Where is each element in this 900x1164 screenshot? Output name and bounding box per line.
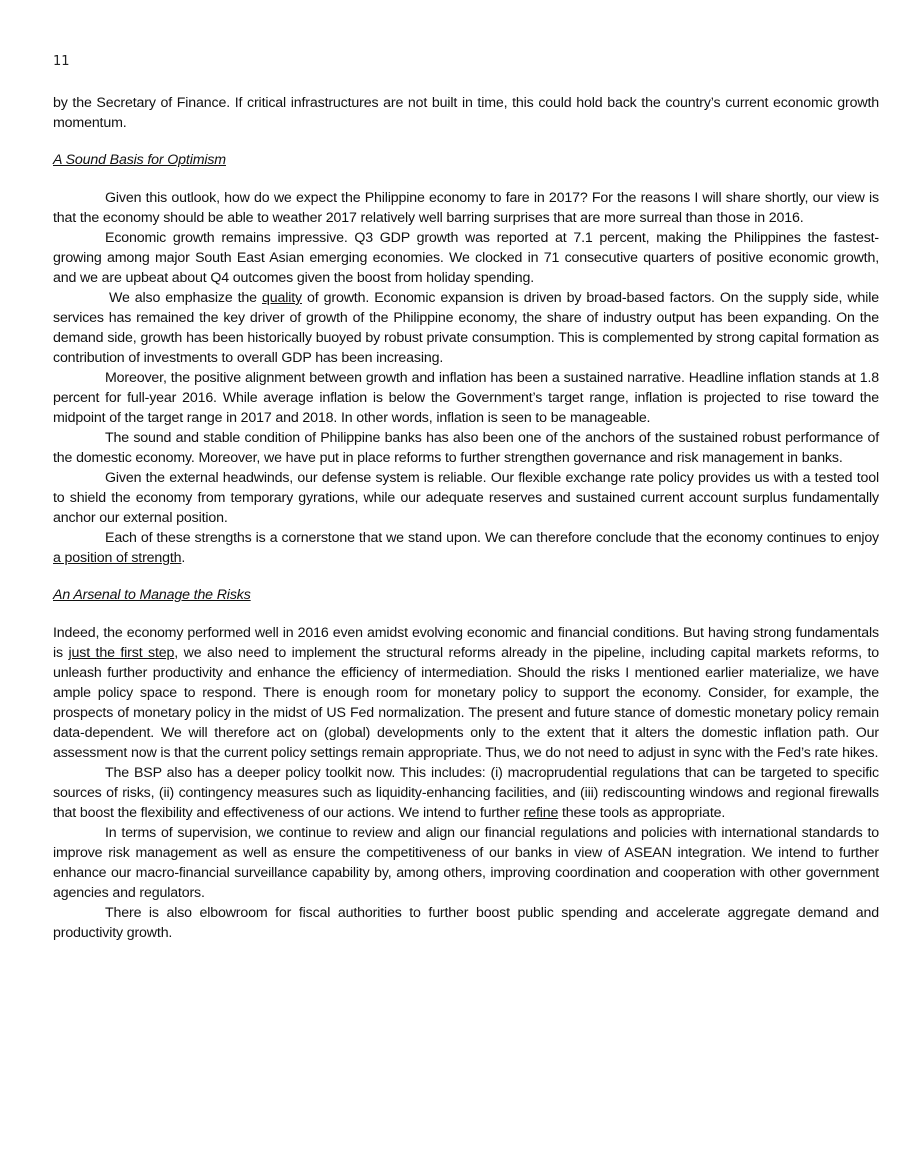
section-heading-arsenal: An Arsenal to Manage the Risks bbox=[53, 587, 251, 603]
paragraph bbox=[53, 623, 879, 763]
text-run: We also emphasize the bbox=[109, 290, 262, 306]
page-number: 11 bbox=[53, 54, 70, 69]
text-run: these tools as appropriate. bbox=[558, 805, 726, 821]
paragraph: There is also elbowroom for fiscal authorities to further boost public spending and accelerate aggregate demand and productivity growth. bbox=[53, 905, 879, 941]
paragraph: Moreover, the positive alignment between growth and inflation has been a sustained narrative. Headline inflation stands at 1.8 percent for full-year 2016. While average inflation is below the Government’s target range, inflation is projected to rise toward the midpoint of the target range in 2017 and 2018. In other words, inflation is seen to be manageable. bbox=[53, 370, 879, 426]
spacer bbox=[53, 605, 879, 623]
text-run: Indeed, the economy performed well in 2016 even amidst evolving economic and financial conditions. But having strong fundamentals is bbox=[53, 625, 879, 661]
page-body bbox=[53, 93, 879, 943]
spacer bbox=[53, 170, 879, 188]
intro-paragraph: by the Secretary of Finance. If critical infrastructures are not built in time, this could hold back the country’s current economic growth momentum. bbox=[53, 95, 879, 131]
text-run: Each of these strengths is a cornerstone that we stand upon. We can therefore conclude that the economy continues to enjoy bbox=[105, 530, 879, 546]
paragraph: Given this outlook, how do we expect the Philippine economy to fare in 2017? For the reasons I will share shortly, our view is that the economy should be able to weather 2017 relatively well barring surprises that are more surreal than those in 2016. bbox=[53, 190, 879, 226]
spacer bbox=[53, 133, 879, 150]
paragraph bbox=[53, 288, 879, 368]
paragraph: In terms of supervision, we continue to review and align our financial regulations and policies with international standards to improve risk management as well as ensure the competitiveness of our banks in view of ASEAN integration. We intend to further enhance our macro-financial surveillance capability by, among others, improving coordination and cooperation with other government agencies and regulators. bbox=[53, 825, 879, 901]
paragraph bbox=[53, 528, 879, 568]
underlined-text: refine bbox=[523, 805, 559, 821]
paragraph: Given the external headwinds, our defense system is reliable. Our flexible exchange rate policy provides us with a tested tool to shield the economy from temporary gyrations, while our adequate reserves and sustained current account surplus fundamentally anchor our external position. bbox=[53, 470, 879, 526]
text-run: of growth. Economic expansion is driven by broad-based factors. On the supply side, while services has remained the key driver of growth of the Philippine economy, the share of industry output has been expanding. On the demand side, growth has been historically buoyed by robust private consumption. This is complemented by strong capital formation as contribution of investments to overall GDP has been increasing. bbox=[53, 290, 879, 366]
text-run: , we also need to implement the structural reforms already in the pipeline, including capital markets reforms, to unleash further productivity and enhance the efficiency of intermediation. Should the risks I mentioned earlier materialize, we have ample policy space to respond. There is enough room for monetary policy to support the economy. Consider, for example, the prospects of monetary policy in the midst of US Fed normalization. The present and future stance of domestic monetary policy remain data-dependent. We will therefore act on (global) developments only to the extent that it alters the domestic inflation path. Our assessment now is that the current policy settings remain appropriate. Thus, we do not need to adjust in sync with the Fed’s rate hikes. bbox=[53, 645, 879, 761]
underlined-text: quality bbox=[262, 290, 302, 306]
spacer bbox=[53, 568, 879, 585]
underlined-text: just the first step bbox=[68, 645, 175, 661]
underlined-text: a position of strength bbox=[53, 550, 182, 566]
paragraph bbox=[53, 763, 879, 823]
paragraph: The sound and stable condition of Philippine banks has also been one of the anchors of the sustained robust performance of the domestic economy. Moreover, we have put in place reforms to further strengthen governance and risk management in banks. bbox=[53, 430, 879, 466]
text-run: . bbox=[181, 550, 186, 566]
paragraph: Economic growth remains impressive. Q3 GDP growth was reported at 7.1 percent, making the Philippines the fastest-growing among major South East Asian emerging economies. We clocked in 71 consecutive quarters of positive economic growth, and we are upbeat about Q4 outcomes given the boost from holiday spending. bbox=[53, 230, 879, 286]
text-run: The BSP also has a deeper policy toolkit now. This includes: (i) macroprudential regulations that can be targeted to specific sources of risks, (ii) contingency measures such as liquidity-enhancing facilities, and (iii) rediscounting windows and regional firewalls that boost the flexibility and effectiveness of our actions. We intend to further bbox=[53, 765, 879, 821]
section-heading-optimism: A Sound Basis for Optimism bbox=[53, 152, 226, 168]
